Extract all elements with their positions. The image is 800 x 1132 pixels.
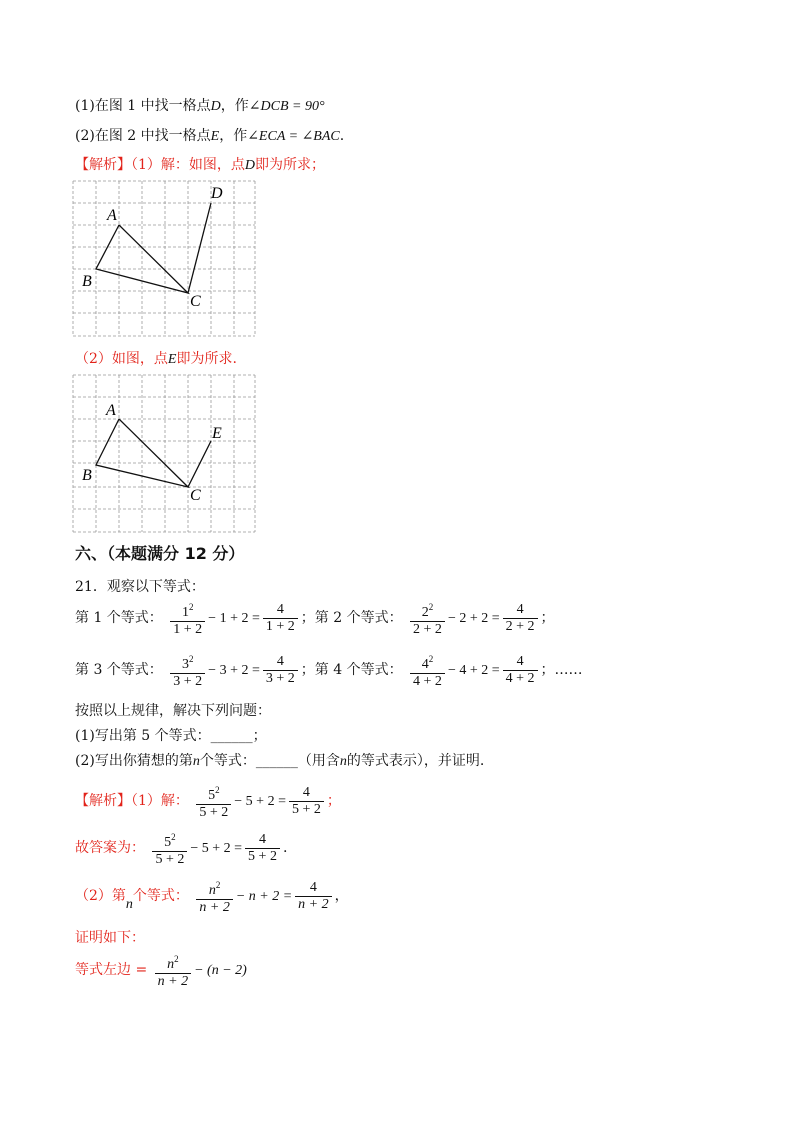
solution-2-eq (193, 879, 349, 915)
proof-eq (152, 953, 247, 989)
eq3-rhs-num: 4 (263, 654, 298, 671)
eq3-sep: ； (300, 662, 315, 678)
q21-intro: 21．观察以下等式： (75, 579, 205, 595)
eq4-ellipsis: ；…… (540, 662, 583, 678)
eq3-label: 第 3 个等式： (75, 662, 163, 678)
fig2-label-b: B (82, 467, 92, 484)
q21-p2-n: n (192, 754, 200, 769)
question-2 (75, 127, 344, 146)
sol1-rhs-num: 4 (289, 785, 324, 802)
eq3-den: 3 + 2 (173, 673, 203, 689)
q1-expr: ∠DCB = 90° (248, 99, 325, 114)
eq2-label: 第 2 个等式： (314, 610, 403, 626)
q21-p2-c: 的等式表示），并证明. (346, 753, 485, 769)
sol1-mid: − 5 + 2 = (234, 794, 286, 809)
eq4-mid: − 4 + 2 = (447, 663, 500, 678)
ans-end: . (282, 840, 288, 856)
sol1-den: 5 + 2 (199, 804, 229, 820)
solution-2-b: 个等式： (132, 888, 189, 904)
solution-2 (75, 876, 349, 917)
eq3-num: 3 (181, 656, 189, 672)
answer-1-text2: 即为所求； (255, 157, 326, 173)
fig2-label-e: E (212, 425, 222, 442)
sol2-den: n + 2 (199, 899, 230, 915)
sol1-num: 5 (208, 787, 216, 803)
eq3-fraction: $\frac{3^2}{3 + 2}$ (170, 651, 205, 690)
fig1-grid (73, 181, 255, 336)
fig2-label-a: A (106, 402, 116, 419)
section-heading: 六、（本题满分 12 分） (75, 544, 245, 563)
proof-lhs-label: 等式左边 = (75, 962, 148, 978)
proof-den: n + 2 (157, 973, 189, 989)
eq2-sep: ； (540, 610, 555, 626)
answer-2-text2: 即为所求. (176, 351, 237, 367)
fig2-shape (96, 419, 211, 487)
sol2-rhs-den: n + 2 (298, 896, 329, 912)
eq4-label: 第 4 个等式： (314, 662, 403, 678)
eq1-mid: − 1 + 2 = (208, 611, 260, 626)
proof-tail: − (n − 2) (194, 963, 247, 978)
fig2-label-c: C (190, 487, 201, 504)
eq2-mid: − 2 + 2 = (447, 611, 500, 626)
eq4-rhs-num: 4 (503, 654, 538, 671)
eq2-fraction: $\frac{2^2}{2 + 2}$ (410, 599, 445, 638)
sol1-fraction: $\frac{5^2}{5 + 2}$ (196, 782, 231, 821)
q21-p2-b: 个等式：______（用含 (199, 753, 340, 769)
solution-answer-eq (149, 831, 288, 867)
question-1 (75, 97, 325, 116)
q21-part-1: (1)写出第 5 个等式：______； (75, 728, 267, 744)
eq1-rhs (263, 602, 298, 635)
solution-tag: 【解析】 (75, 793, 131, 809)
fig1-label-b: B (82, 273, 92, 290)
solution-1-eq (193, 784, 327, 820)
eq1-fraction: $\frac{1^2}{1 + 2}$ (170, 599, 205, 638)
q21-rule: 按照以上规律，解决下列问题： (75, 703, 271, 719)
solution-1 (75, 781, 341, 822)
equation-row-1 (75, 598, 555, 639)
solution-2-n: n (125, 897, 133, 912)
ans-rhs (245, 832, 280, 865)
eq3-mid: − 3 + 2 = (208, 663, 260, 678)
sol1-rhs (289, 785, 324, 818)
ans-den: 5 + 2 (155, 851, 185, 867)
proof-fraction: $\frac{n^2}{n + 2}$ (155, 951, 191, 990)
q2-point: E (210, 129, 220, 144)
eq4-rhs-den: 4 + 2 (505, 670, 535, 686)
answer-tag: 【解析】 (75, 157, 131, 173)
eq1-sep: ； (300, 610, 315, 626)
answer-1 (75, 156, 325, 175)
sol2-mid: − n + 2 = (235, 889, 293, 904)
solution-answer (75, 828, 287, 869)
q1-point: D (210, 99, 221, 114)
eq4-rhs (503, 654, 538, 687)
eq1-den: 1 + 2 (173, 621, 203, 637)
eq1-label: 第 1 个等式： (75, 610, 163, 626)
answer-2-text: （2）如图，点 (75, 351, 168, 367)
eq2-den: 2 + 2 (413, 621, 442, 637)
q1-text2: ，作 (220, 98, 249, 114)
q21-part-2 (75, 752, 484, 771)
ans-rhs-num: 4 (245, 832, 280, 849)
proof-num: n (167, 956, 175, 972)
q2-text2: ，作 (219, 128, 248, 144)
sol1-rhs-den: 5 + 2 (291, 801, 321, 817)
q2-text: (2)在图 2 中找一格点 (75, 128, 211, 144)
answer-2-point: E (167, 352, 177, 367)
fig2-grid (73, 375, 255, 532)
eq2-rhs-den: 2 + 2 (505, 618, 535, 634)
answer-1-text: （1）解：如图，点 (131, 157, 245, 173)
eq2-rhs (503, 602, 538, 635)
q2-expr: ∠ECA = ∠BAC (247, 129, 340, 144)
eq4-fraction: $\frac{4^2}{4 + 2}$ (410, 651, 445, 690)
sol1-end: ； (326, 793, 341, 809)
sol2-rhs-num: 4 (295, 880, 331, 897)
ans-num: 5 (164, 834, 172, 850)
sol2-num: n (208, 882, 216, 898)
eq1-num: 1 (181, 604, 189, 620)
fig1-label-d: D (211, 185, 223, 202)
solution-1-text: （1）解： (131, 793, 189, 809)
answer-2 (75, 350, 237, 369)
ans-fraction: $\frac{5^2}{5 + 2}$ (152, 829, 187, 868)
eq3-rhs (263, 654, 298, 687)
eq1-rhs-num: 4 (263, 602, 298, 619)
answer-label: 故答案为： (75, 840, 145, 856)
ans-mid: − 5 + 2 = (190, 841, 243, 856)
ans-rhs-den: 5 + 2 (248, 848, 277, 864)
q1-text: (1)在图 1 中找一格点 (75, 98, 211, 114)
eq1-rhs-den: 1 + 2 (265, 618, 295, 634)
equation-row-2 (75, 650, 583, 691)
figure-1 (60, 176, 270, 346)
eq4-num: 4 (421, 656, 429, 672)
q21-p2-a: (2)写出你猜想的第 (75, 753, 193, 769)
eq4-den: 4 + 2 (413, 673, 442, 689)
sol2-end: ， (334, 888, 349, 904)
eq2-num: 2 (421, 604, 429, 620)
q21-p2-n2: n (339, 754, 347, 769)
solution-2-a: （2）第 (75, 888, 126, 904)
sol2-rhs (295, 880, 331, 913)
answer-1-point: D (244, 158, 256, 173)
figure-2 (60, 372, 270, 542)
fig1-label-c: C (190, 293, 201, 310)
fig1-label-a: A (107, 207, 117, 224)
proof-line (75, 950, 247, 991)
eq3-rhs-den: 3 + 2 (265, 670, 295, 686)
eq2-rhs-num: 4 (503, 602, 538, 619)
q2-end: . (339, 128, 345, 144)
sol2-fraction: $\frac{n^2}{n + 2}$ (196, 877, 232, 916)
proof-label: 证明如下： (75, 930, 145, 946)
